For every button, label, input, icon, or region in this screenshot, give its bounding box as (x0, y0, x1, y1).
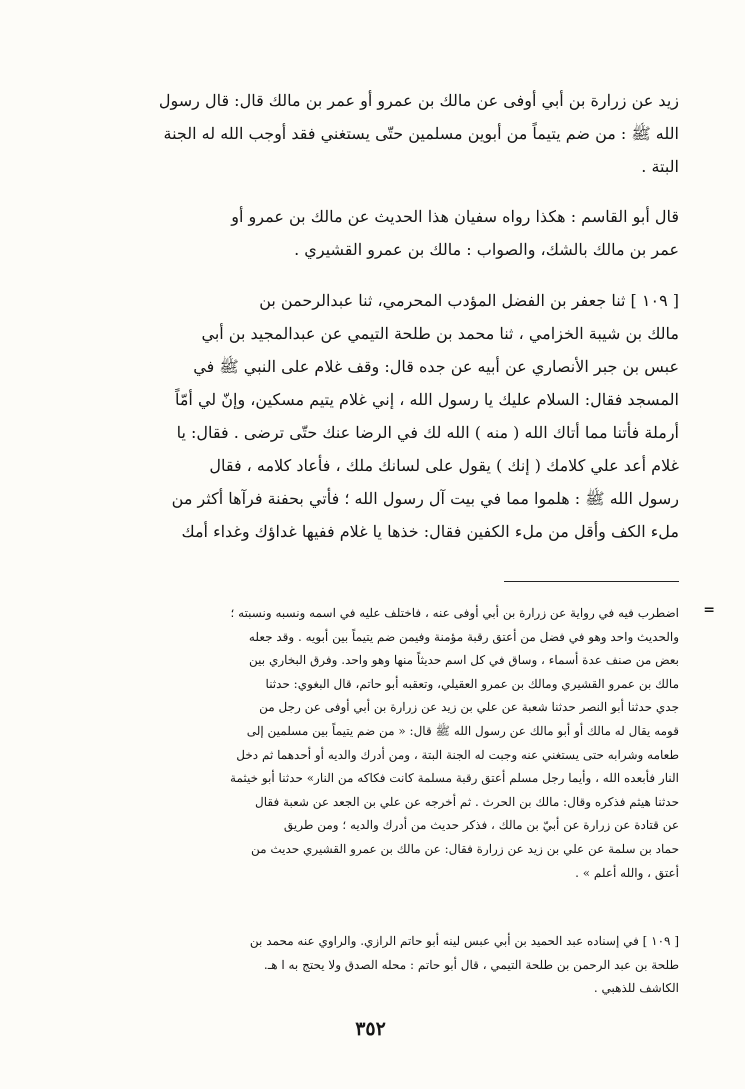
text-line: الله ﷺ : من ضم يتيماً من أبوين مسلمين حتّى يستغني فقد أوجب الله له الجنة (163, 124, 679, 143)
footnote-line: مالك بن عمرو القشيري ومالك بن عمرو العقيلي، وتعقبه أبو حاتم، قال البغوي: حدثنا (265, 676, 679, 691)
footnote-line: حماد بن سلمة عن علي بن زيد عن زرارة فقال: عن مالك بن عمرو القشيري حديث من (250, 841, 679, 856)
footnote-line: [ ١٠٩ ] في إسناده عبد الحميد بن أبي عبس لينه أبو حاتم الرازي. والراوي عنه محمد بن (249, 934, 679, 948)
text-line: مالك بن شيبة الخزامي ، ثنا محمد بن طلحة التيمي عن عبدالمجيد بن أبي (201, 324, 679, 343)
footnote-109 (62, 930, 679, 1001)
text-line: عمر بن مالك بالشك، والصواب : مالك بن عمرو القشيري . (294, 240, 679, 259)
footnote-separator (504, 581, 679, 582)
paragraph-1 (62, 84, 679, 183)
footnote-line: عن قتادة عن زرارة عن أبيّ بن مالك ، فذكر حديث من أدرك والديه ؛ ومن طريق (283, 818, 679, 833)
footnote-line: طلحة بن عبد الرحمن بن طلحة التيمي ، قال أبو حاتم : محله الصدق ولا يحتج به ا هـ. (263, 957, 679, 972)
footnote-line: طعامه وشرابه حتى يستغني عنه وجبت له الجنة البتة ، ومن أدرك والديه أو أحدهما ثم دخل (236, 747, 679, 762)
footnote-line: حدثنا هيثم فذكره وقال: مالك بن الحرث . ثم أخرجه عن علي بن الجعد عن شعبة فقال (255, 794, 679, 809)
paragraph-3-hadith-109 (62, 284, 679, 548)
footnote-line: أعتق ، والله أعلم » . (575, 865, 679, 880)
footnote-line: بعض من صنف عدة أسماء ، وساق في كل اسم حديثاً منها وهو واحد. وفرق البخاري بين (249, 653, 679, 668)
footnote-continued (62, 602, 715, 885)
paragraph-2 (62, 200, 679, 266)
page-number: ٣٥٢ (355, 1018, 386, 1040)
text-line: رسول الله ﷺ : هلموا مما في بيت آل رسول الله ؛ فأتي بحفنة فرآها أكثر من (171, 489, 679, 508)
text-line: [ ١٠٩ ] ثنا جعفر بن الفضل المؤدب المحرمي، ثنا عبدالرحمن بن (259, 291, 679, 310)
text-line: زيد عن زرارة بن أبي أوفى عن مالك بن عمرو أو عمر بن مالك قال: قال رسول (158, 91, 679, 110)
text-line: ملء الكف وأقل من ملء الكفين فقال: خذها يا غلام ففيها غداؤك وغداء أمك (181, 522, 679, 541)
footnote-line: اضطرب فيه في رواية عن زرارة بن أبي أوفى عنه ، فاختلف عليه في اسمه ونسبه ونسبته ؛ (230, 606, 679, 620)
footnote-line: جدي حدثنا أبو النصر حدثنا شعبة عن علي بن زيد عن زرارة بن أبي أوفى عن رجل من (259, 700, 679, 715)
text-line: البتة . (641, 157, 679, 176)
text-line: عبس بن جبر الأنصاري عن أبيه عن جده قال: وقف غلام على النبي ﷺ في (193, 357, 679, 376)
footnote-line: الكاشف للذهبي . (593, 981, 679, 996)
footnote-line: والحديث واحد وهو في فضل من أعتق رقبة مؤمنة وفيمن ضم يتيماً بين أبويه . وقد جعله (248, 629, 679, 644)
page (62, 0, 715, 1089)
continuation-marker: = (703, 602, 715, 618)
text-line: أرملة فأتنا مما أتاك الله ( منه ) الله لك في الرضا عنك حتّى ترضى . فقال: يا (176, 423, 679, 442)
text-line: المسجد فقال: السلام عليك يا رسول الله ، إني غلام يتيم مسكين، وإنّ لي أمّاً (174, 390, 679, 409)
footnote-line: قومه يقال له مالك أو أبو مالك عن رسول الله ﷺ قال: « من ضم يتيماً بين مسلمين إلى (246, 723, 679, 738)
text-line: غلام أعد علي كلامك ( إنك ) يقول على لسانك ملك ، فأعاد كلامه ، فقال (209, 456, 679, 475)
text-line: قال أبو القاسم : هكذا رواه سفيان هذا الحديث عن مالك بن عمرو أو (231, 207, 679, 226)
footnote-line: النار فأبعده الله ، وأيما رجل مسلم أعتق رقبة مسلمة كانت فكاكه من النار» حدثنا أبو خيثمة (230, 771, 679, 786)
